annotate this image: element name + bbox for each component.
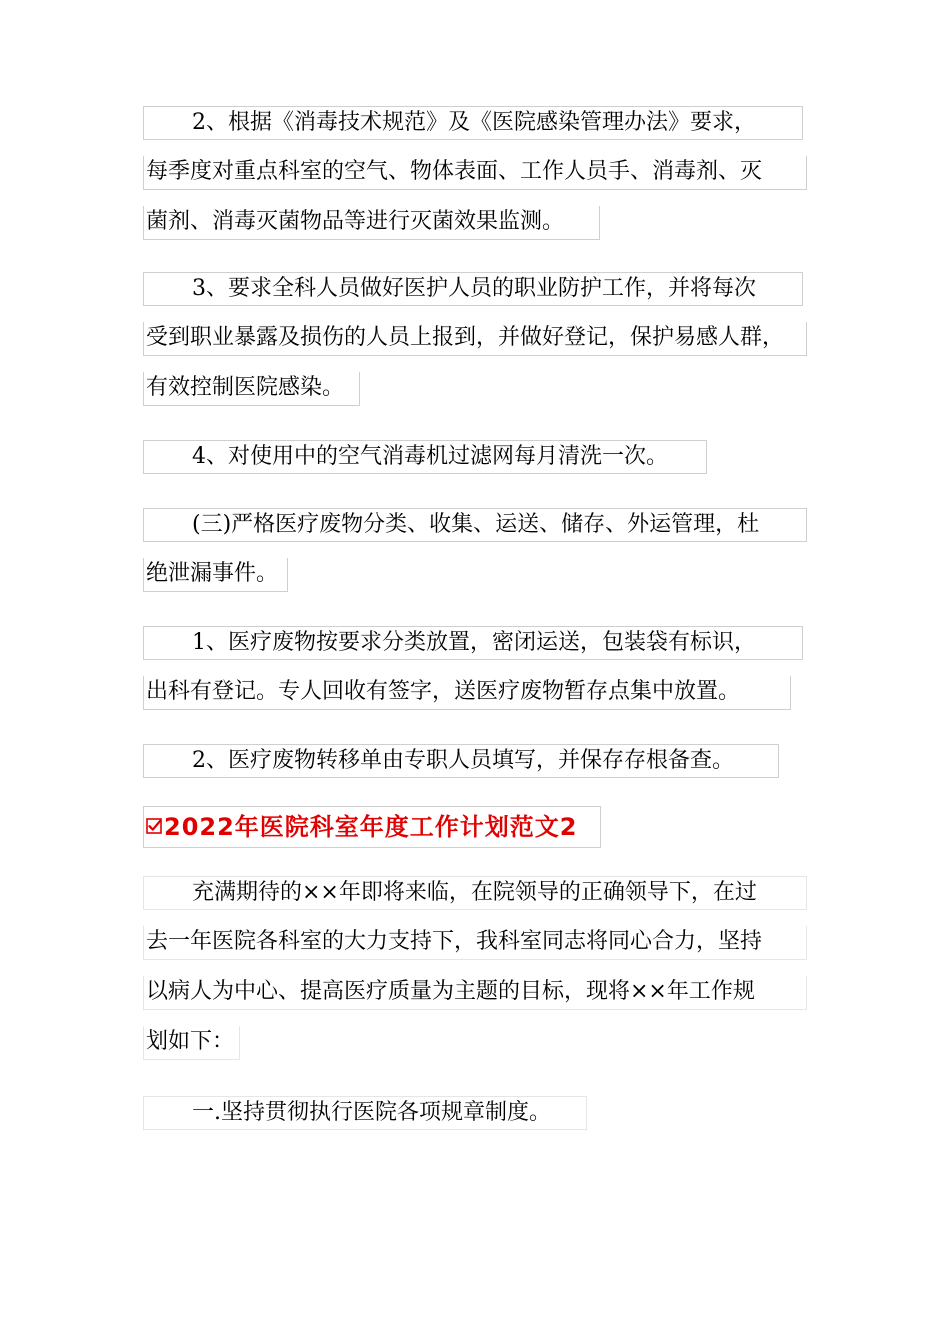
text-line: 有效控制医院感染。	[143, 372, 360, 406]
section-heading	[143, 806, 601, 848]
text-line: 受到职业暴露及损伤的人员上报到，并做好登记，保护易感人群，	[143, 322, 807, 356]
text-line: 划如下：	[143, 1026, 240, 1060]
text-line: 2、医疗废物转移单由专职人员填写，并保存存根备查。	[143, 744, 779, 778]
text-line: 出科有登记。专人回收有签字，送医疗废物暂存点集中放置。	[143, 676, 791, 710]
text-line: 充满期待的××年即将来临，在院领导的正确领导下，在过	[143, 876, 807, 910]
text-line: 以病人为中心、提高医疗质量为主题的目标，现将××年工作规	[143, 976, 807, 1010]
text-line: 菌剂、消毒灭菌物品等进行灭菌效果监测。	[143, 206, 600, 240]
text-line: 4、对使用中的空气消毒机过滤网每月清洗一次。	[143, 440, 707, 474]
checkbox-checked-icon	[146, 818, 162, 834]
text-line: 3、要求全科人员做好医护人员的职业防护工作，并将每次	[143, 272, 803, 306]
text-line: 绝泄漏事件。	[143, 558, 288, 592]
text-line: 去一年医院各科室的大力支持下，我科室同志将同心合力，坚持	[143, 926, 807, 960]
text-line: 一.坚持贯彻执行医院各项规章制度。	[143, 1096, 587, 1130]
text-line: 每季度对重点科室的空气、物体表面、工作人员手、消毒剂、灭	[143, 156, 807, 190]
text-line: 2、根据《消毒技术规范》及《医院感染管理办法》要求，	[143, 106, 803, 140]
text-line: 1、医疗废物按要求分类放置，密闭运送，包装袋有标识，	[143, 626, 803, 660]
heading-title: 2022年医院科室年度工作计划范文2	[164, 813, 578, 841]
text-line: (三)严格医疗废物分类、收集、运送、储存、外运管理，杜	[143, 508, 807, 542]
